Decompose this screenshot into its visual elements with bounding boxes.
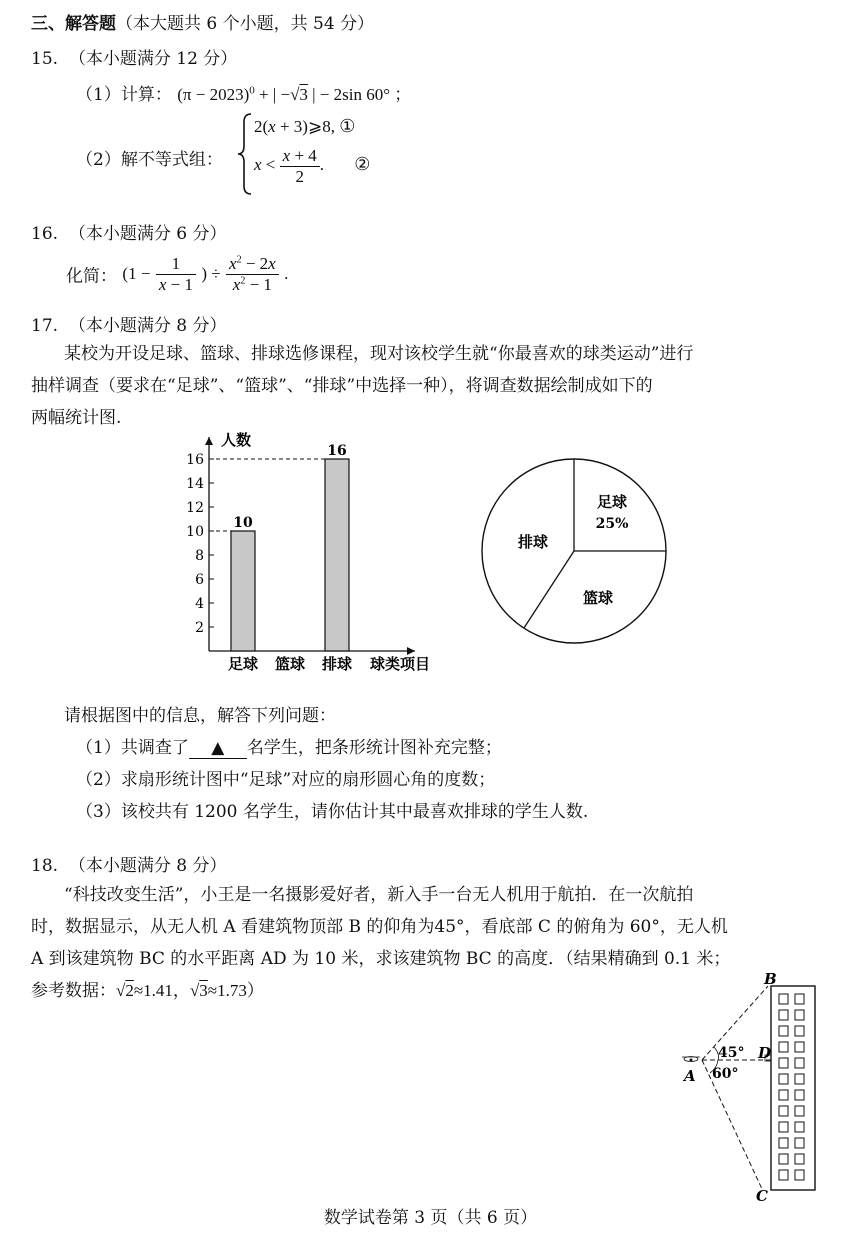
section-note: （本大题共 6 个小题，共 54 分） (116, 14, 375, 34)
q18-ref2: ≈1.73） (207, 981, 264, 1000)
bar-2 (325, 459, 349, 651)
window (795, 1026, 804, 1036)
window (795, 994, 804, 1004)
x-category-label: 篮球 (274, 655, 306, 673)
y-tick-label: 6 (195, 572, 204, 588)
bar-chart (175, 425, 450, 680)
window (779, 1106, 788, 1116)
window (779, 1074, 788, 1084)
q15-part1-label: （1）计算： (76, 85, 172, 105)
window (795, 1010, 804, 1020)
q18-line3: A 到该建筑物 BC 的水平距离 AD 为 10 米，求该建筑物 BC 的高度．（结果精确到 0.1 米； (31, 949, 731, 969)
q17-sub3: （3）该校共有 1200 名学生，请你估计其中最喜欢排球的学生人数. (76, 802, 589, 822)
q17-sub1 (76, 733, 502, 759)
q18-number: 18. (31, 856, 59, 876)
q15-score: （本小题满分 12 分） (68, 49, 238, 69)
q15-fraction: $\frac{x + 4}{2}$ (280, 146, 320, 186)
label-A: A (684, 1067, 696, 1085)
window (779, 1090, 788, 1100)
bar-data-label: 16 (327, 443, 347, 459)
y-axis-label: 人数 (221, 431, 252, 449)
window (779, 1010, 788, 1020)
q17-intro-line2: 抽样调查（要求在“足球”、“篮球”、“排球”中选择一种），将调查数据绘制成如下的 (31, 376, 653, 396)
q15-header (31, 44, 237, 69)
q15-inequality-2: x < $\frac{x + 4}{2}$ . ② (254, 146, 371, 186)
q18-header (31, 851, 226, 876)
q18-line2: 时，数据显示，从无人机 A 看建筑物顶部 B 的仰角为45°，看底部 C 的俯角为 60°，无人机 (31, 917, 728, 937)
drone-icon (682, 1057, 700, 1062)
q16-score: （本小题满分 6 分） (68, 224, 227, 244)
y-tick-label: 2 (195, 620, 204, 636)
window (779, 1170, 788, 1180)
x-category-label: 排球 (321, 655, 353, 673)
q15-part1-expression: $(\pi - 2023)^0$ + | −√3 | − 2sin 60° ； (177, 84, 412, 104)
q17-prompt: 请根据图中的信息，解答下列问题： (64, 706, 336, 726)
window (779, 1042, 788, 1052)
label-B: B (764, 972, 777, 988)
window (795, 1154, 804, 1164)
window (779, 1026, 788, 1036)
label-C: C (756, 1187, 768, 1204)
brace-icon (236, 112, 254, 196)
window (795, 1138, 804, 1148)
section-header (31, 9, 374, 34)
q15-ineq2-mark: ② (354, 153, 371, 174)
y-tick-label: 10 (186, 524, 204, 540)
q17-number: 17. (31, 316, 59, 336)
q18-ref-label: 参考数据： (31, 981, 116, 1001)
section-title: 三、解答题 (31, 14, 116, 34)
window (779, 1138, 788, 1148)
q16-label: 化简： (66, 266, 117, 287)
pie-slice-label: 篮球 (582, 589, 614, 607)
q17-score: （本小题满分 8 分） (68, 316, 227, 336)
window (779, 1058, 788, 1068)
geometry-figure (672, 972, 832, 1204)
y-tick-label: 12 (186, 500, 204, 516)
q18-score: （本小题满分 8 分） (68, 856, 227, 876)
building (771, 986, 815, 1190)
page-footer: 数学试卷第 3 页（共 6 页） (323, 1208, 538, 1228)
y-tick-label: 16 (186, 452, 204, 468)
x-axis-label: 球类项目 (369, 655, 431, 673)
q15-inequality-1: 2(x + 3)⩾8, ① (254, 116, 356, 136)
window (779, 1122, 788, 1132)
y-axis-arrow (205, 437, 213, 445)
window (795, 1090, 804, 1100)
q18-ref1: ≈1.41， (133, 981, 190, 1000)
window (795, 1170, 804, 1180)
label-angle-45: 45° (718, 1045, 745, 1061)
bar-data-label: 10 (233, 515, 253, 531)
q17-sub1-b: 名学生，把条形统计图补充完整； (246, 738, 502, 758)
q17-sub2: （2）求扇形统计图中“足球”对应的扇形圆心角的度数； (76, 770, 496, 790)
q15-part2-label: （2）解不等式组： (76, 150, 223, 170)
window (795, 1058, 804, 1068)
q15-ineq1-mark: ① (339, 116, 356, 136)
window (779, 994, 788, 1004)
q16-header (31, 219, 226, 244)
label-angle-60: 60° (712, 1066, 739, 1082)
y-tick-label: 8 (195, 548, 204, 564)
window (795, 1074, 804, 1084)
answer-blank: ▲ (189, 738, 247, 759)
q18-line1: “科技改变生活”，小王是一名摄影爱好者，新入手一台无人机用于航拍．在一次航拍 (64, 885, 694, 905)
q15-number: 15. (31, 49, 59, 69)
label-D: D (758, 1044, 772, 1062)
y-tick-label: 4 (195, 596, 204, 612)
window (795, 1122, 804, 1132)
window (795, 1042, 804, 1052)
q17-intro-line1: 某校为开设足球、篮球、排球选修课程，现对该校学生就“你最喜欢的球类运动”进行 (64, 344, 694, 364)
pie-chart (478, 455, 670, 647)
x-axis-arrow (407, 647, 415, 655)
q17-header (31, 311, 226, 336)
q15-part1 (76, 80, 411, 105)
q18-line4: 参考数据：√2≈1.41，√3≈1.73） (31, 981, 264, 1001)
pie-slice-label: 足球 (596, 493, 628, 511)
pie-slice-value: 25% (595, 516, 629, 532)
pie-slice-label: 排球 (517, 533, 549, 551)
x-category-label: 足球 (227, 655, 259, 673)
window (779, 1154, 788, 1164)
y-tick-label: 14 (186, 476, 204, 492)
q16-number: 16. (31, 224, 59, 244)
q16-expression: 化简： (1 − $\frac{1}{x - 1}$ ) ÷ $\frac{x^2 - 2x}{x^2 - 1}$ . (66, 254, 289, 294)
q17-sub1-a: （1）共调查了 (76, 738, 189, 758)
q17-intro-line3: 两幅统计图. (31, 408, 122, 428)
window (795, 1106, 804, 1116)
bar-0 (231, 531, 255, 651)
